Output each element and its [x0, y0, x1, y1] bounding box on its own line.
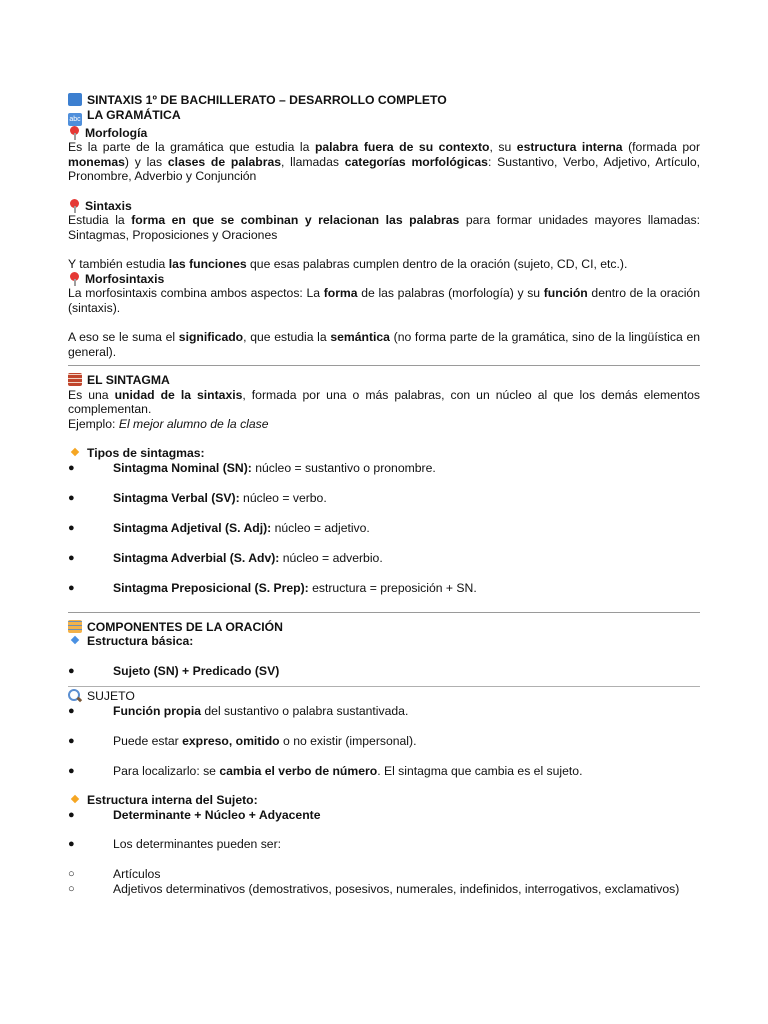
paragraph-sintagma: Es una unidad de la sintaxis, formada por una o más palabras, con un núcleo al que los demás elementos complementan. — [68, 387, 700, 417]
pin-icon — [68, 126, 80, 139]
orange-diamond-icon — [71, 795, 79, 803]
subheading-morfologia: Morfología — [68, 126, 700, 141]
subheading-estructura: Estructura básica: — [68, 634, 700, 649]
paragraph-semantica: A eso se le suma el significado, que estudia la semántica (no forma parte de la gramática, sino de la lingüística en general). — [68, 329, 700, 359]
list-item: ● Sintagma Adjetival (S. Adj): núcleo = adjetivo. — [68, 520, 370, 535]
bullet-icon: ● — [68, 808, 75, 821]
magnifier-icon — [68, 689, 82, 702]
paragraph-funciones: Y también estudia las funciones que esas palabras cumplen dentro de la oración (sujeto, CD, CI, etc.). — [68, 256, 628, 271]
list-item: ● Para localizarlo: se cambia el verbo de número. El sintagma que cambia es el sujeto. — [68, 763, 583, 778]
bullet-icon: ● — [68, 838, 75, 851]
list-item: ● Sintagma Verbal (SV): núcleo = verbo. — [68, 490, 327, 505]
paragraph-morfologia: Es la parte de la gramática que estudia la palabra fuera de su contexto, su estructura interna (formada por monemas) y las clases de palabras, llamadas categorías morfológicas: Sustantivo, Verbo, Adjetivo, Artículo, Pronombre, Adverbio y Conjunción — [68, 140, 701, 184]
bullet-icon: ● — [68, 491, 75, 504]
hollow-bullet-icon: ○ — [68, 868, 75, 881]
example-line: Ejemplo: El mejor alumno de la clase — [68, 416, 269, 431]
bullet-icon: ● — [68, 521, 75, 534]
bullet-icon: ● — [68, 764, 75, 777]
abacus-icon — [68, 620, 82, 633]
section-heading-componentes: COMPONENTES DE LA ORACIÓN — [68, 620, 700, 635]
brick-icon — [68, 373, 82, 386]
divider — [68, 365, 700, 366]
blue-diamond-icon — [71, 636, 79, 644]
paragraph-sintaxis: Estudia la forma en que se combinan y relacionan las palabras para formar unidades mayores llamadas: Sintagmas, Proposiciones y Oraciones — [68, 213, 700, 242]
sub-list-item: ○ Adjetivos determinativos (demostrativos, posesivos, numerales, indefinidos, interrogativos, exclamativos) — [68, 882, 680, 897]
list-item: ● Función propia del sustantivo o palabra sustantivada. — [68, 703, 409, 718]
bullet-icon: ● — [68, 461, 75, 474]
list-item: ● Sintagma Nominal (SN): núcleo = sustantivo o pronombre. — [68, 460, 436, 475]
bullet-icon: ● — [68, 664, 75, 677]
subheading-sintaxis: Sintaxis — [68, 199, 700, 214]
bullet-icon: ● — [68, 734, 75, 747]
bullet-icon: ● — [68, 551, 75, 564]
divider — [68, 686, 700, 687]
divider — [68, 612, 700, 613]
subheading-morfosintaxis: Morfosintaxis — [68, 272, 700, 287]
list-item: ● Sintagma Preposicional (S. Prep): estructura = preposición + SN. — [68, 580, 477, 595]
paragraph-morfosintaxis: La morfosintaxis combina ambos aspectos: La forma de las palabras (morfología) y su función dentro de la oración (sintaxis). — [68, 286, 700, 315]
list-item: ● Determinante + Núcleo + Adyacente — [68, 807, 321, 822]
list-item: ● Los determinantes pueden ser: — [68, 837, 282, 852]
document-title: SINTAXIS 1º DE BACHILLERATO – DESARROLLO COMPLETO — [68, 93, 700, 108]
subheading-tipos: Tipos de sintagmas: — [68, 446, 700, 461]
bullet-icon: ● — [68, 704, 75, 717]
orange-diamond-icon — [71, 448, 79, 456]
section-heading-gramatica: abc LA GRAMÁTICA — [68, 108, 700, 126]
pin-icon — [68, 199, 80, 212]
section-heading-sujeto: SUJETO — [68, 689, 700, 704]
list-item: ● Puede estar expreso, omitido o no existir (impersonal). — [68, 733, 417, 748]
subheading-estructura-sujeto: Estructura interna del Sujeto: — [68, 793, 700, 808]
hollow-bullet-icon: ○ — [68, 883, 75, 896]
bullet-icon: ● — [68, 581, 75, 594]
sub-list-item: ○ Artículos — [68, 867, 161, 882]
section-heading-sintagma: EL SINTAGMA — [68, 373, 700, 388]
abc-icon: abc — [68, 113, 82, 126]
pin-icon — [68, 272, 80, 285]
list-item: ● Sintagma Adverbial (S. Adv): núcleo = adverbio. — [68, 550, 383, 565]
list-item: ● Sujeto (SN) + Predicado (SV) — [68, 663, 280, 678]
book-icon — [68, 93, 82, 106]
